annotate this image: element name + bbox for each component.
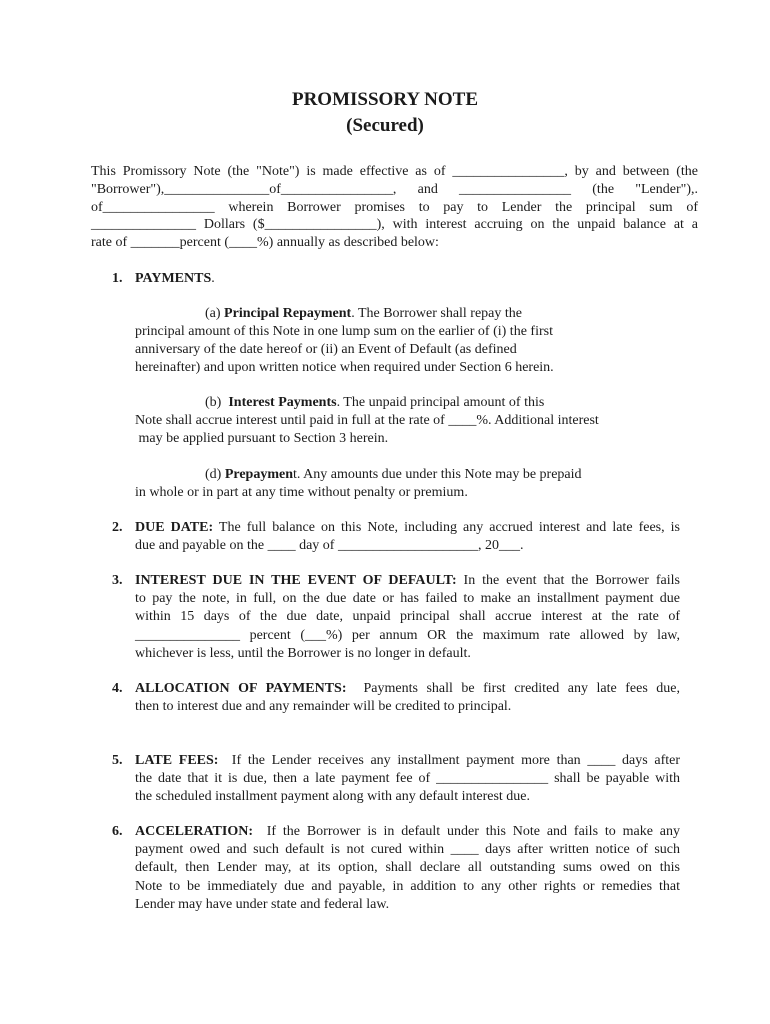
text-run: This Promissory Note (the "Note") is made effective as of ________________, by and between (the <box>91 164 698 179</box>
line-content <box>135 699 511 714</box>
text-run: of________________ wherein Borrower promises to pay to Lender the principal sum of <box>91 199 698 215</box>
text-run: within 15 days of the due date, unpaid principal shall accrue interest at the rate of <box>135 609 680 625</box>
text-line <box>135 823 680 841</box>
line-content <box>135 609 680 624</box>
line-content <box>135 681 680 696</box>
text-run: hereinafter) and upon written notice when required under Section 6 herein. <box>135 360 554 375</box>
line-content <box>91 235 439 250</box>
line-content <box>135 771 680 786</box>
text-line <box>135 680 680 698</box>
text-line <box>135 878 680 896</box>
text-line <box>135 359 680 377</box>
text-run: payment owed and such default is not cured within ____ days after written notice of such <box>135 842 680 858</box>
text-line <box>135 466 680 484</box>
text-run: whichever is less, until the Borrower is no longer in default. <box>135 645 471 661</box>
text-run: rate of _______percent (____%) annually as described below: <box>91 235 439 251</box>
text-run: the date that it is due, then a late payment fee of ________________ shall be payable with <box>135 771 680 787</box>
section-payments <box>112 270 680 288</box>
subsection-interest-payments <box>135 394 680 448</box>
intro-paragraph <box>91 163 698 252</box>
text-run: . The Borrower shall repay the <box>351 306 522 321</box>
text-line <box>135 752 680 770</box>
section-text <box>135 680 680 716</box>
text-line <box>91 199 698 217</box>
bold-text: Interest Payments <box>228 395 337 410</box>
text-line <box>91 234 698 252</box>
section-number: 1. <box>112 271 123 286</box>
text-run: then to interest due and any remainder will be credited to principal. <box>135 699 512 715</box>
line-content <box>135 573 680 588</box>
section-due-date <box>112 519 680 555</box>
bold-text: ALLOCATION OF PAYMENTS: <box>135 681 347 696</box>
text-line <box>135 341 680 359</box>
line-content <box>91 164 698 179</box>
page-title: PROMISSORY NOTE <box>291 89 478 110</box>
text-line <box>135 770 680 788</box>
line-content <box>205 306 522 321</box>
text-run: (b) <box>205 395 229 410</box>
bold-text: Prepaymen <box>224 467 294 482</box>
line-content <box>91 217 698 232</box>
text-run: . The unpaid principal amount of this <box>336 395 545 410</box>
line-content <box>135 342 517 357</box>
text-line <box>135 270 680 288</box>
text-line <box>135 537 680 555</box>
text-line <box>135 627 680 645</box>
text-line <box>135 645 680 663</box>
text-line <box>135 608 680 626</box>
text-run: Note shall accrue interest until paid in full at the rate of ____%. Additional interest <box>135 413 599 428</box>
text-line <box>135 841 680 859</box>
line-content <box>135 413 599 428</box>
line-content <box>135 485 468 500</box>
text-run: (a) <box>205 306 225 321</box>
section-text <box>135 823 680 914</box>
line-content <box>135 360 554 375</box>
text-run: in whole or in part at any time without penalty or premium. <box>135 485 468 500</box>
text-line <box>135 484 680 502</box>
text-run: to pay the note, in full, on the due date or has failed to make an installment payment due <box>135 591 680 607</box>
subsection-prepayment <box>135 466 680 502</box>
text-run: t. Any amounts due under this Note may be prepaid <box>293 467 582 482</box>
text-line <box>135 323 680 341</box>
section-heading <box>135 270 680 288</box>
line-content <box>135 591 680 606</box>
line-content <box>135 324 553 339</box>
text-run: In the event that the Borrower fails <box>456 573 680 588</box>
line-content <box>135 879 680 894</box>
text-line <box>135 394 680 412</box>
bold-text: ACCELERATION: <box>135 824 253 839</box>
line-content <box>91 182 698 197</box>
text-line <box>135 412 680 430</box>
text-line <box>91 216 698 234</box>
bold-text: LATE FEES: <box>135 753 219 768</box>
section-number: 2. <box>112 520 123 535</box>
subsection-principal-repayment <box>135 305 680 377</box>
bold-text: DUE DATE: <box>135 520 214 535</box>
text-run: Lender may have under state and federal law. <box>135 896 390 912</box>
text-line <box>91 181 698 199</box>
section-interest-default <box>112 572 680 663</box>
line-content <box>135 860 680 875</box>
text-run: If the Lender receives any installment payment more than ____ days after <box>218 753 681 768</box>
page-subtitle: (Secured) <box>346 115 424 136</box>
line-content <box>205 467 582 482</box>
text-run: Note to be immediately due and payable, in addition to any other rights or remedies that <box>135 878 680 894</box>
text-line <box>135 430 680 448</box>
line-content <box>135 753 680 768</box>
text-run: principal amount of this Note in one lump sum on the earlier of (i) the first <box>135 324 553 339</box>
text-line <box>135 572 680 590</box>
text-run: The full balance on this Note, including any accrued interest and late fees, is <box>213 520 680 535</box>
text-line <box>135 788 680 806</box>
line-content <box>135 897 389 912</box>
text-run: anniversary of the date hereof or (ii) an Event of Default (as defined <box>135 342 517 357</box>
text-run: (d) <box>205 467 225 482</box>
text-line <box>135 590 680 608</box>
bold-text: Principal Repayment <box>224 306 352 321</box>
text-run: "Borrower"),_______________of________________, and ________________ (the "Lender"),. <box>91 181 698 197</box>
text-run: If the Borrower is in default under this Note and fails to make any <box>252 824 680 839</box>
line-content <box>135 824 680 839</box>
section-allocation-of-payments <box>112 680 680 716</box>
text-run: default, then Lender may, at its option, shall declare all outstanding sums owed on this <box>135 860 680 876</box>
line-content <box>135 789 530 804</box>
line-content <box>135 271 215 286</box>
line-content <box>135 431 388 446</box>
section-text <box>135 752 680 807</box>
section-acceleration <box>112 823 680 914</box>
line-content <box>135 520 680 535</box>
section-number: 4. <box>112 681 123 696</box>
bold-text: PAYMENTS <box>135 271 212 286</box>
text-line <box>135 859 680 877</box>
text-line <box>135 698 680 716</box>
text-run: may be applied pursuant to Section 3 herein. <box>135 431 389 446</box>
line-content <box>205 395 544 410</box>
text-run: _______________ Dollars ($________________), with interest accruing on the unpaid balance at a <box>91 217 698 233</box>
section-late-fees <box>112 752 681 807</box>
line-content <box>135 538 523 553</box>
text-run: . <box>211 271 215 286</box>
section-number: 3. <box>112 573 123 588</box>
text-run: Payments shall be first credited any late fees due, <box>346 681 680 696</box>
line-content <box>135 628 680 643</box>
section-text <box>135 519 680 555</box>
section-text <box>135 572 680 663</box>
text-line <box>135 305 680 323</box>
text-run: _______________ percent (___%) per annum OR the maximum rate allowed by law, <box>135 627 680 643</box>
text-run: the scheduled installment payment along with any default interest due. <box>135 789 531 805</box>
text-line <box>91 163 698 181</box>
line-content <box>135 842 680 857</box>
text-line <box>135 896 680 914</box>
line-content <box>135 646 471 661</box>
bold-text: INTEREST DUE IN THE EVENT OF DEFAULT: <box>135 573 457 588</box>
line-content <box>91 200 698 215</box>
section-number: 6. <box>112 824 123 839</box>
text-line <box>135 519 680 537</box>
text-run: due and payable on the ____ day of ____________________, 20___. <box>135 538 524 554</box>
section-number: 5. <box>112 753 123 768</box>
